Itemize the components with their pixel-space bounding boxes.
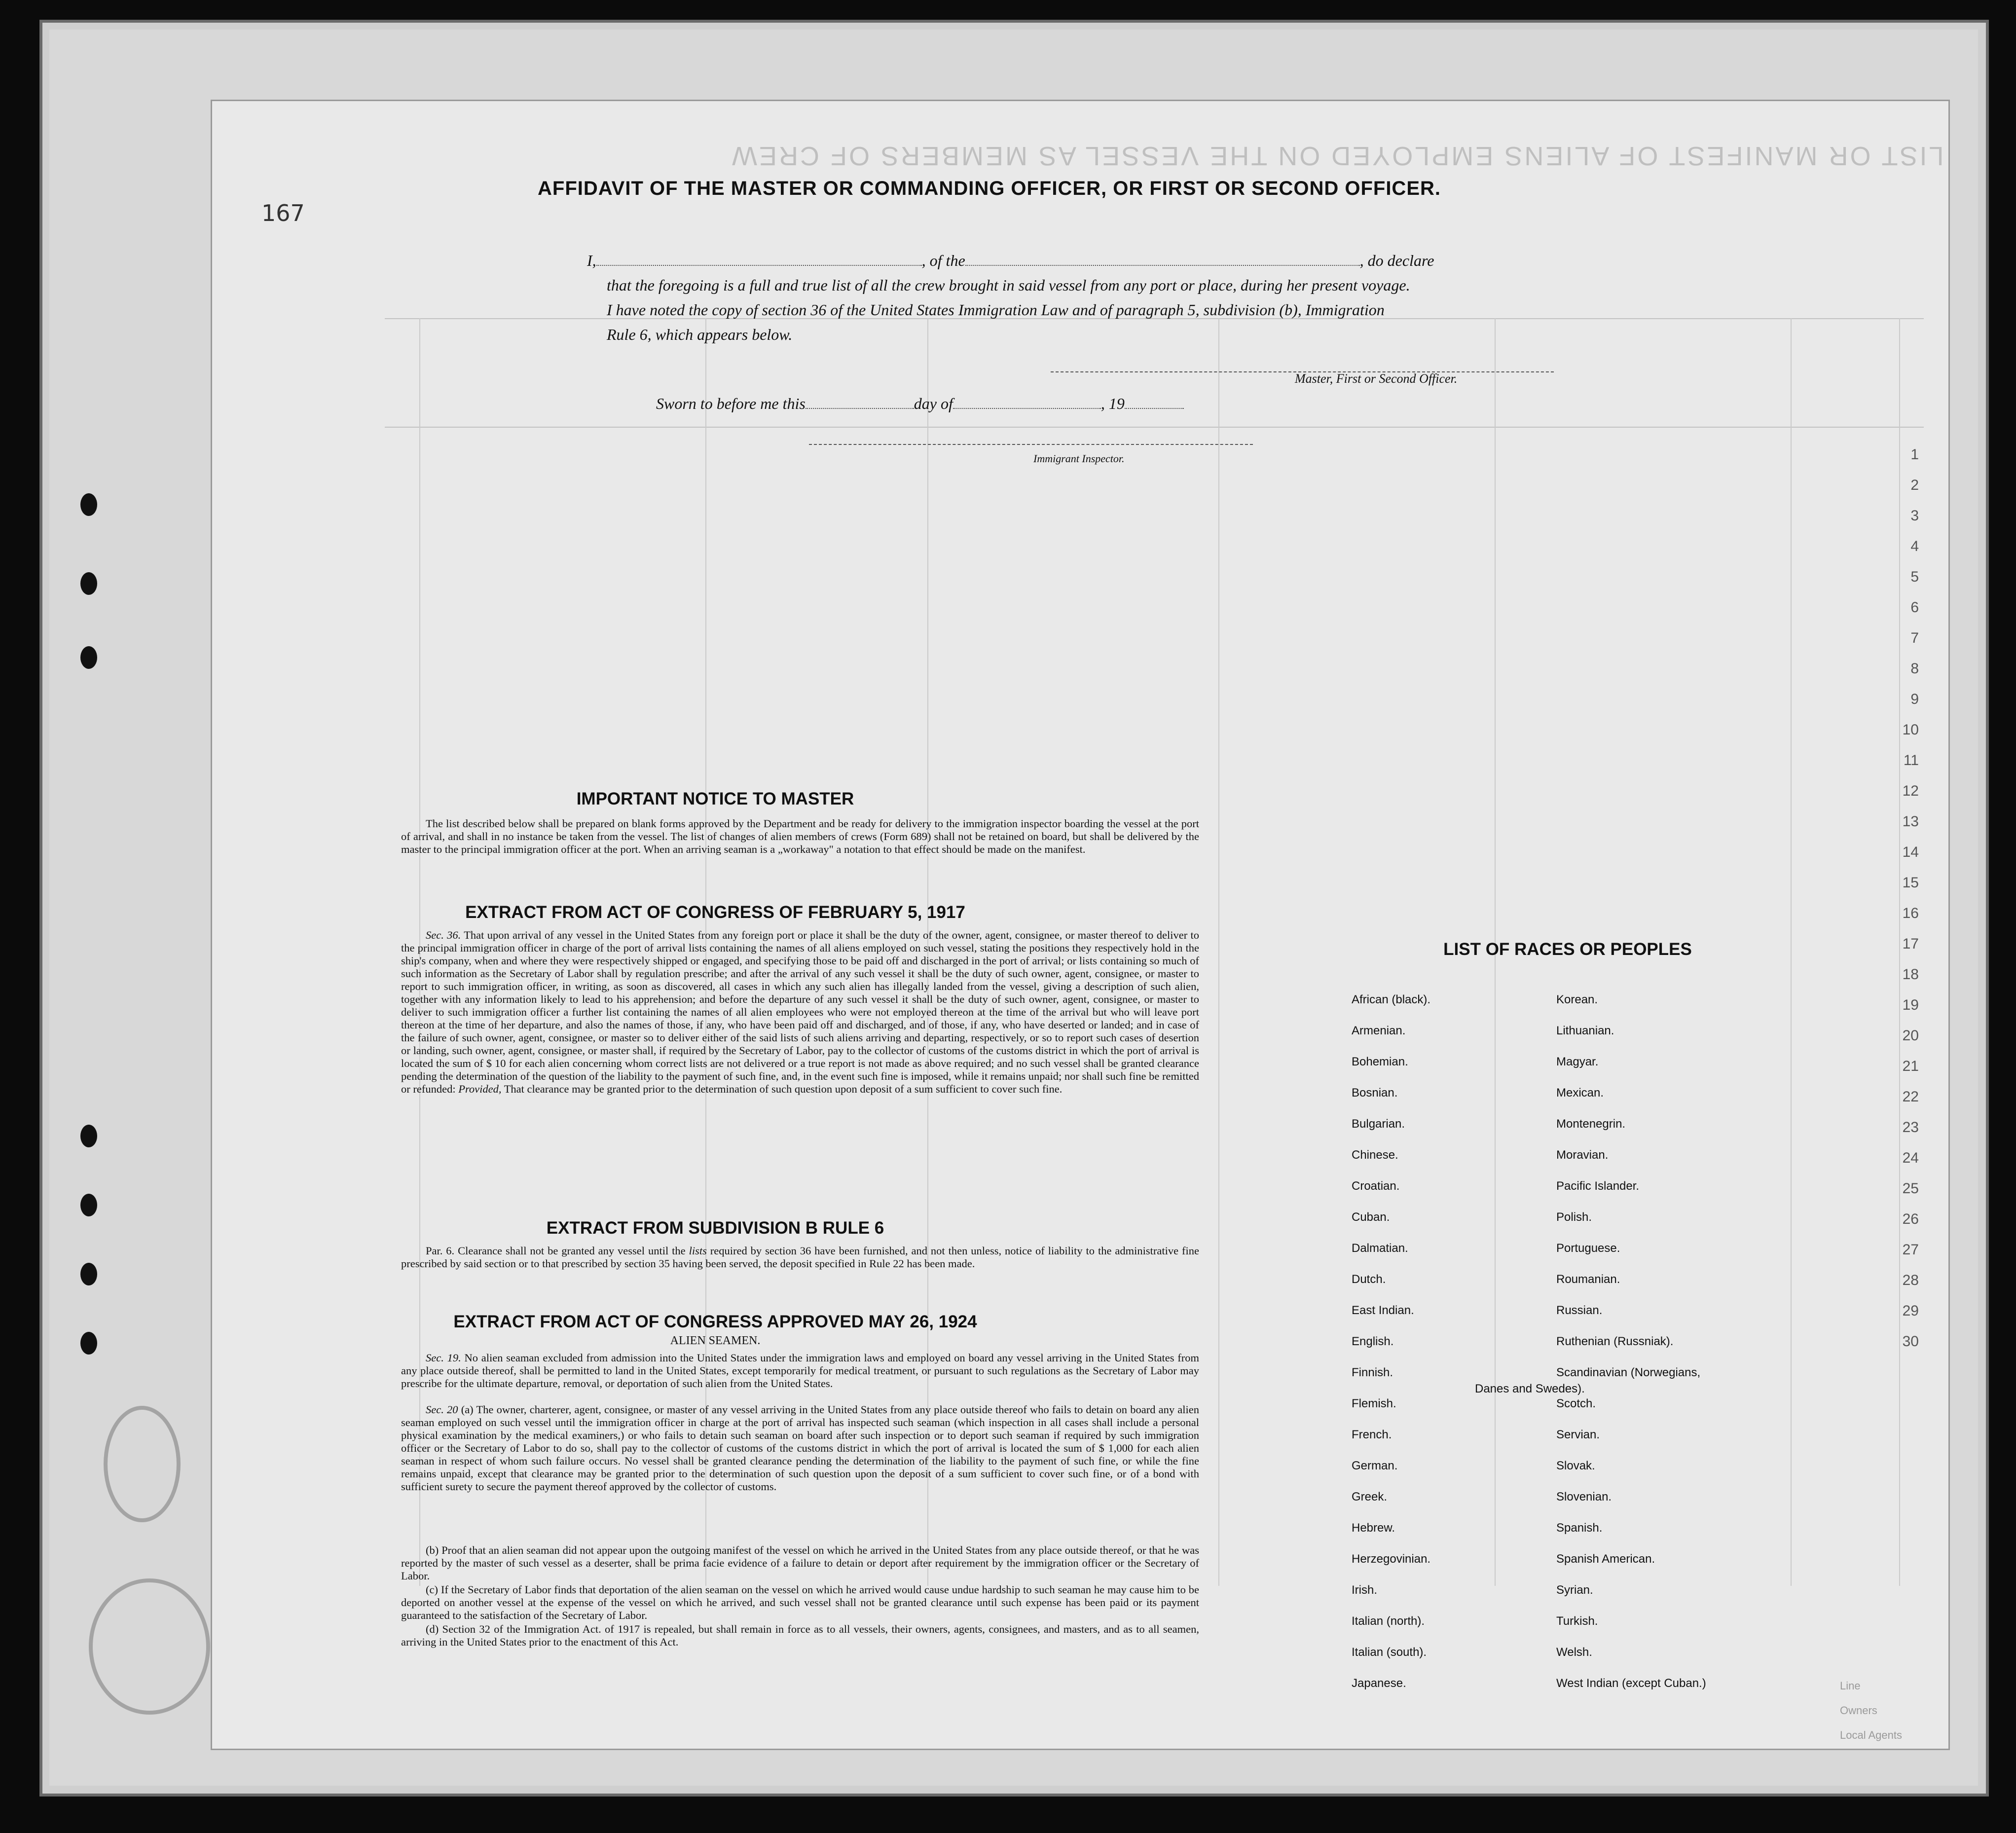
row-number: 26 bbox=[1902, 1211, 1919, 1227]
ghost-rule bbox=[385, 427, 1924, 428]
race-item: Japanese. bbox=[1352, 1677, 1406, 1690]
affidavit-line-3: I have noted the copy of section 36 of the United States Immigration Law and of paragraph 5, subdivision (b), Immigration bbox=[607, 301, 1385, 319]
race-item: Moravian. bbox=[1556, 1148, 1609, 1162]
row-number: 17 bbox=[1902, 936, 1919, 952]
affidavit-line-2: that the foregoing is a full and true list of all the crew brought in said vessel from any port or place, during her present voyage. bbox=[607, 276, 1410, 294]
row-number: 25 bbox=[1902, 1180, 1919, 1197]
race-item: Armenian. bbox=[1352, 1024, 1406, 1037]
row-number: 5 bbox=[1910, 569, 1919, 585]
row-number: 3 bbox=[1910, 508, 1919, 524]
ghost-column bbox=[1218, 318, 1219, 1586]
affidavit-line-1: I, , of the , do declare bbox=[587, 252, 1434, 269]
race-item: Bulgarian. bbox=[1352, 1117, 1405, 1131]
race-item: West Indian (except Cuban.) bbox=[1556, 1677, 1706, 1690]
row-number: 8 bbox=[1910, 660, 1919, 677]
row-number: 10 bbox=[1902, 722, 1919, 738]
race-item: Portuguese. bbox=[1556, 1242, 1620, 1255]
race-item: Scandinavian (Norwegians, bbox=[1556, 1366, 1701, 1379]
row-number: 15 bbox=[1902, 875, 1919, 891]
row-number: 21 bbox=[1902, 1058, 1919, 1074]
row-number: 22 bbox=[1902, 1089, 1919, 1105]
sec20b-text: (b) Proof that an alien seaman did not appear upon the outgoing manifest of the vessel on which he arrived in the United States from any place outside thereof, or that he was reported by the master of such vessel as a deserter, shall be prima facie evidence of a failure to detain or deport after requirement by the immigration officer or the Secretary of Labor. bbox=[401, 1544, 1199, 1582]
binder-hole bbox=[80, 1125, 97, 1147]
row-number: 2 bbox=[1910, 477, 1919, 493]
race-item: Montenegrin. bbox=[1556, 1117, 1626, 1131]
row-number: 24 bbox=[1902, 1150, 1919, 1166]
race-item: Chinese. bbox=[1352, 1148, 1398, 1162]
subdivision-text: Par. 6. Clearance shall not be granted any vessel until the lists required by section 36 have been furnished, and not then unless, notice of liability to the administrative fine prescribed by said section or to that prescribed by section 35 having been served, the deposit specified in Rule 22 has been made. bbox=[401, 1245, 1200, 1270]
inspector-signature-label: Immigrant Inspector. bbox=[1033, 452, 1125, 465]
race-item: Scotch. bbox=[1556, 1397, 1596, 1410]
sec20d-text: (d) Section 32 of the Immigration Act. of 1917 is repealed, but shall remain in force as to all vessels, their owners, agents, consignees, and masters, and as to all seamen, arriving in the United States prior to the enactment of this Act. bbox=[401, 1623, 1199, 1648]
master-signature-label: Master, First or Second Officer. bbox=[1295, 371, 1458, 386]
alien-seamen-subheading: ALIEN SEAMEN. bbox=[670, 1334, 761, 1347]
race-item: Italian (south). bbox=[1352, 1646, 1427, 1659]
row-number: 27 bbox=[1902, 1242, 1919, 1258]
notice-text: The list described below shall be prepared on blank forms approved by the Department and be ready for delivery to the immigration inspector boarding the vessel at the port of arrival, and shall in no instance be taken from the vessel. The list of changes of alien members of crews (Form 689) shall not be retained on board, but shall be delivered by the master to the principal immigration officer at the port. When an arriving seaman is a „workaway" a notation to that effect should be made on the manifest. bbox=[401, 817, 1199, 855]
race-item: Pacific Islander. bbox=[1556, 1179, 1640, 1193]
race-item: Korean. bbox=[1556, 993, 1598, 1006]
row-number: 1 bbox=[1910, 446, 1919, 463]
races-heading: LIST OF RACES OR PEOPLES bbox=[1443, 940, 1692, 959]
notice-heading: IMPORTANT NOTICE TO MASTER bbox=[576, 789, 854, 808]
race-item: Finnish. bbox=[1352, 1366, 1393, 1379]
row-number: 7 bbox=[1910, 630, 1919, 646]
extract-1917-heading: EXTRACT FROM ACT OF CONGRESS OF FEBRUARY 5, 1917 bbox=[465, 903, 965, 922]
sworn-line: Sworn to before me this day of , 19 bbox=[656, 395, 1184, 413]
ghost-column bbox=[1899, 318, 1900, 1586]
sec20a-text: Sec. 20 (a) The owner, charterer, agent, consignee, or master of any vessel arriving in the United States from any place outside thereof who fails to detain on board any alien seaman employed on such vessel until the immigration officer in charge at the port of arrival has inspected such seaman (which inspection in all cases shall include a personal physical examination by the medical examiners,) or who fails to detain such seaman on board after such inspection or to deport such seaman if required by such immigration officer or the Secretary of Labor to do so, shall pay to the collector of customs of the customs district in which the port of arrival is located the sum of $ 1,000 for each alien seaman in respect of whom such failure occurs. No vessel shall be granted clearance pending the determination of the liability to the payment of such fine, or while the fine remains unpaid, except that clearance may be granted prior to the determination of such question upon the deposit of a sum sufficient to cover such fine, or of a bond with sufficient surety to secure the payment thereof approved by the collector of customs. bbox=[401, 1403, 1199, 1493]
race-item: German. bbox=[1352, 1459, 1398, 1472]
sec36-label: Sec. 36. bbox=[426, 929, 461, 941]
bleed-through-title: LIST OR MANIFEST OF ALIENS EMPLOYED ON THE VESSEL AS MEMBERS OF CREW bbox=[730, 141, 1944, 171]
extract-1917-text: Sec. 36. That upon arrival of any vessel in the United States from any foreign port or place it shall be the duty of the owner, agent, consignee, or master thereof to deliver to the principal immigration officer in charge of the port of arrival lists containing the names of all aliens employed on such vessel, stating the positions they respectively hold in the ship's company, when and where they were respectively shipped or engaged, and specifying those to be paid off and discharged in the port of arrival; or lists containing so much of such information as the Secretary of Labor shall by regulation prescribe; and after the arrival of any such vessel it shall be the duty of such owner, agent, consignee, or master to report to such immigration officer, in writing, as soon as discovered, all cases in which any such alien has illegally landed from the vessel, giving a description of such alien, together with any information likely to lead to his apprehension; and before the departure of any such vessel it shall be the duty of such owner, agent, consignee, or master to deliver to such immigration officer a further list containing the names of all alien employees who were not employed thereon at the time of the arrival but who will leave port thereon at the time of her departure, and also the names of those, if any, who have been paid off and discharged, and of those, if any, who have deserted or landed; and in case of the failure of such owner, agent, consignee, or master so to deliver either of the said lists of such aliens arriving and departing, respectively, or so to report such cases of desertion or landing, such owner, agent, consignee, or master shall, if required by the Secretary of Labor, pay to the collector of customs of the customs district in which the port of arrival is located the sum of $ 10 for each alien concerning whom correct lists are not delivered or a true report is not made as above required; and no such vessel shall be granted clearance pending the determination of the question of the liability to the payment of such fine, and, in the event such fine is imposed, while it remains unpaid; nor shall such fine be remitted or refunded: Provided, That clearance may be granted prior to the determination of such question upon deposit of a sum sufficient to cover such fine. bbox=[401, 929, 1199, 1095]
binder-hole bbox=[80, 1263, 97, 1285]
race-item: Syrian. bbox=[1556, 1583, 1593, 1597]
race-item: Dutch. bbox=[1352, 1273, 1386, 1286]
row-number: 6 bbox=[1910, 599, 1919, 616]
race-item: Welsh. bbox=[1556, 1646, 1592, 1659]
race-item: Croatian. bbox=[1352, 1179, 1400, 1193]
sec20c-text: (c) If the Secretary of Labor finds that deportation of the alien seaman on the vessel on which he arrived would cause undue hardship to such seaman he may cause him to be deported on another vessel at the expense of the vessel on which he arrived, and such vessel shall not be granted clearance until such expense has been paid or its payment guaranteed to the satisfaction of the Secretary of Labor. bbox=[401, 1583, 1199, 1621]
row-number: 19 bbox=[1902, 997, 1919, 1013]
binder-hole bbox=[80, 572, 97, 595]
ghost-column bbox=[1791, 318, 1792, 1586]
row-number: 29 bbox=[1902, 1303, 1919, 1319]
race-item: Bosnian. bbox=[1352, 1086, 1398, 1100]
subdivision-heading: EXTRACT FROM SUBDIVISION B RULE 6 bbox=[546, 1218, 884, 1238]
row-number: 9 bbox=[1910, 691, 1919, 707]
race-item: Lithuanian. bbox=[1556, 1024, 1614, 1037]
affidavit-page bbox=[212, 101, 1948, 1749]
pencil-scribble bbox=[104, 1406, 181, 1522]
footer-agents-label: Local Agents bbox=[1840, 1729, 1902, 1741]
race-item: Bohemian. bbox=[1352, 1055, 1408, 1068]
row-number: 30 bbox=[1902, 1333, 1919, 1350]
binder-hole bbox=[80, 646, 97, 669]
extract-1924-heading: EXTRACT FROM ACT OF CONGRESS APPROVED MAY 26, 1924 bbox=[453, 1312, 977, 1331]
race-item: Mexican. bbox=[1556, 1086, 1604, 1100]
race-item: Roumanian. bbox=[1556, 1273, 1620, 1286]
race-item: Ruthenian (Russniak). bbox=[1556, 1335, 1674, 1348]
race-item: Irish. bbox=[1352, 1583, 1378, 1597]
affidavit-line-4: Rule 6, which appears below. bbox=[607, 326, 793, 343]
race-item: Flemish. bbox=[1352, 1397, 1396, 1410]
row-number: 14 bbox=[1902, 844, 1919, 860]
pencil-scribble bbox=[89, 1578, 210, 1715]
affidavit-title: AFFIDAVIT OF THE MASTER OR COMMANDING OFFICER, OR FIRST OR SECOND OFFICER. bbox=[538, 178, 1441, 199]
race-item: Herzegovinian. bbox=[1352, 1552, 1431, 1566]
race-item: Cuban. bbox=[1352, 1210, 1390, 1224]
race-item: Dalmatian. bbox=[1352, 1242, 1408, 1255]
race-item: French. bbox=[1352, 1428, 1392, 1441]
binder-hole bbox=[80, 1332, 97, 1355]
race-item: Turkish. bbox=[1556, 1614, 1598, 1628]
race-item: Russian. bbox=[1556, 1304, 1603, 1317]
binder-hole bbox=[80, 493, 97, 516]
race-item: Hebrew. bbox=[1352, 1521, 1395, 1535]
row-number: 20 bbox=[1902, 1027, 1919, 1044]
race-item: Spanish. bbox=[1556, 1521, 1603, 1535]
footer-line-label: Line bbox=[1840, 1680, 1861, 1692]
race-item: Greek. bbox=[1352, 1490, 1388, 1503]
row-number: 28 bbox=[1902, 1272, 1919, 1288]
row-number: 16 bbox=[1902, 905, 1919, 921]
race-item: Slovak. bbox=[1556, 1459, 1595, 1472]
row-number: 18 bbox=[1902, 966, 1919, 983]
handwritten-sheet-number: 167 bbox=[261, 200, 305, 226]
race-item: Servian. bbox=[1556, 1428, 1600, 1441]
binder-hole bbox=[80, 1194, 97, 1216]
row-number: 13 bbox=[1902, 813, 1919, 830]
footer-owners-label: Owners bbox=[1840, 1704, 1877, 1717]
race-item: East Indian. bbox=[1352, 1304, 1414, 1317]
row-number: 12 bbox=[1902, 783, 1919, 799]
race-item: African (black). bbox=[1352, 993, 1431, 1006]
row-number: 4 bbox=[1910, 538, 1919, 554]
race-item: Polish. bbox=[1556, 1210, 1592, 1224]
inspector-signature-line[interactable] bbox=[809, 444, 1253, 445]
race-item: Danes and Swedes). bbox=[1475, 1382, 1585, 1395]
row-number: 11 bbox=[1903, 752, 1919, 769]
race-item: Spanish American. bbox=[1556, 1552, 1655, 1566]
race-item: English. bbox=[1352, 1335, 1394, 1348]
race-item: Italian (north). bbox=[1352, 1614, 1425, 1628]
race-item: Slovenian. bbox=[1556, 1490, 1612, 1503]
sec19-text: Sec. 19. No alien seaman excluded from admission into the United States under the immigration laws and employed on board any vessel arriving in the United States from any place outside thereof, shall be permitted to land in the United States, except temporarily for medical treatment, or pursuant to such regulations as the Secretary of Labor may prescribe for the ultimate departure, removal, or deportation of such alien from the United States. bbox=[401, 1352, 1199, 1390]
row-number: 23 bbox=[1902, 1119, 1919, 1136]
race-item: Magyar. bbox=[1556, 1055, 1599, 1068]
